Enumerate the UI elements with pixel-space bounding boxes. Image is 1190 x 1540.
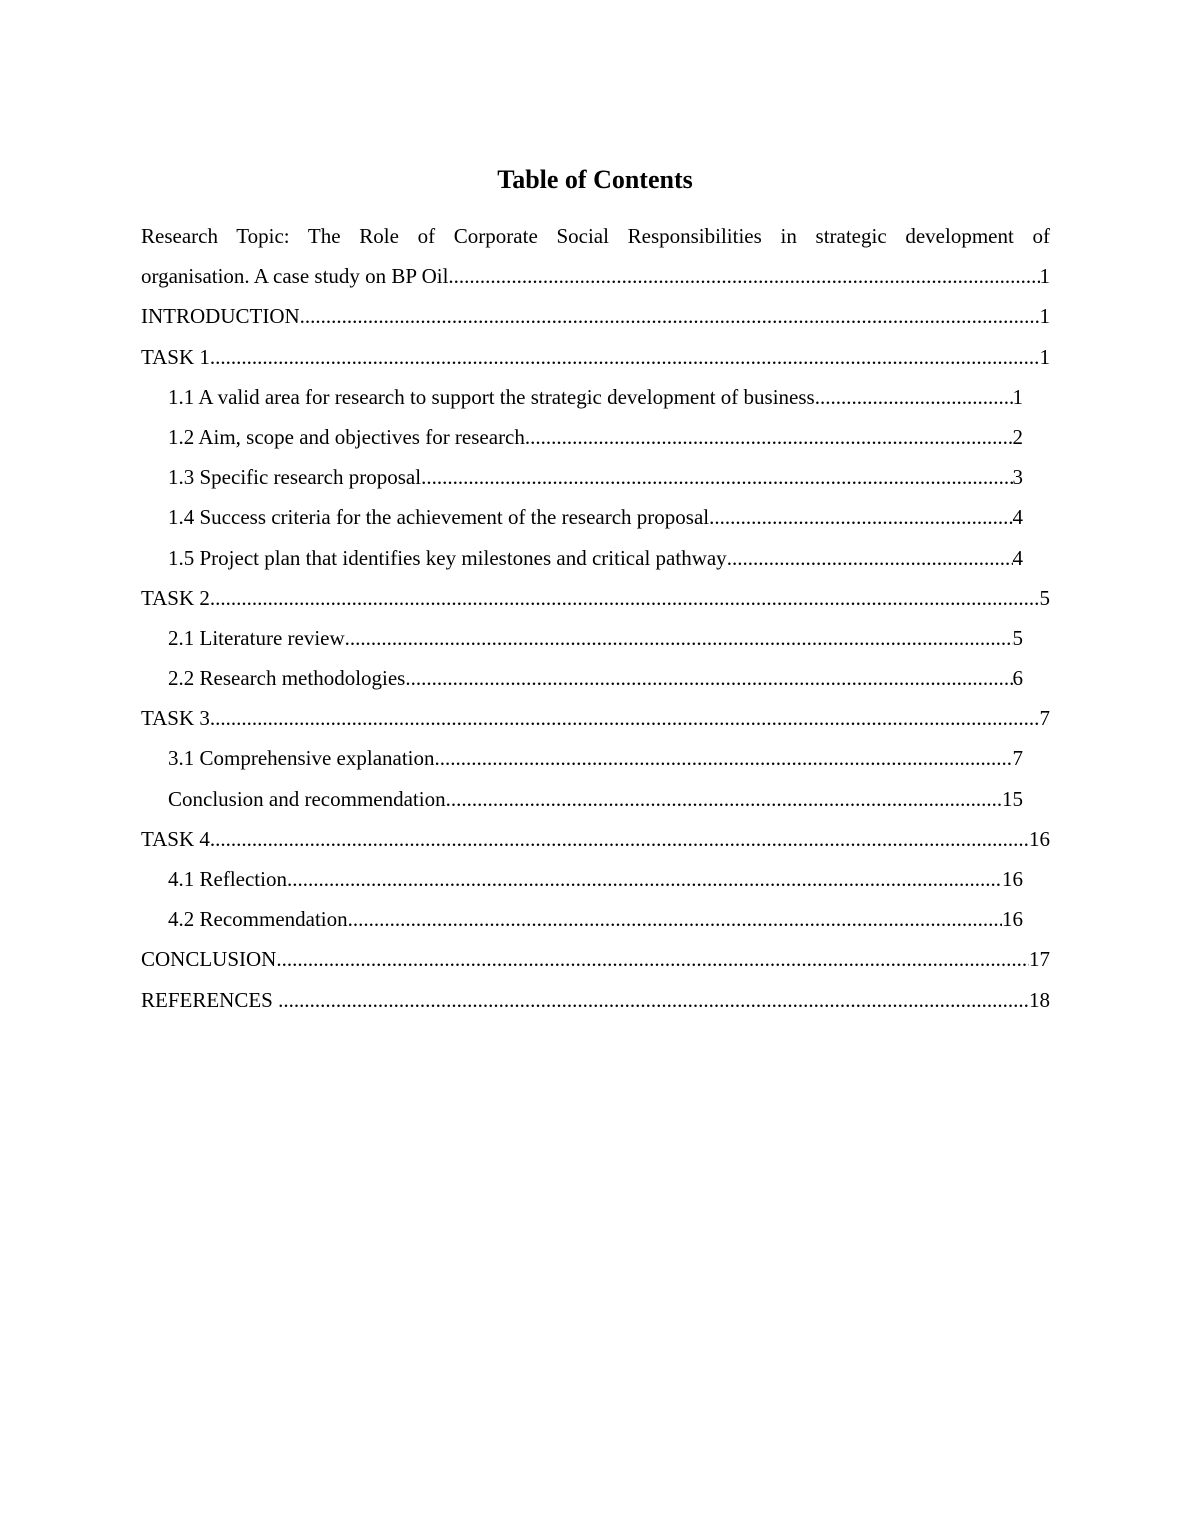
toc-entry-label: 4.1 Reflection [168,867,287,891]
toc-entry-3-1[interactable] [168,738,1023,778]
toc-entry-label: TASK 3 [141,706,210,731]
toc-entry-task-3[interactable] [141,698,1050,738]
toc-entry-2-2[interactable] [168,658,1023,698]
toc-entry-research-topic[interactable] [141,216,1050,296]
toc-entry-label: Conclusion and recommendation [168,786,446,811]
toc-entry-label: 1.4 Success criteria for the achievement of the research proposal [168,505,710,530]
toc-entry-conclusion-and-recommendation[interactable] [168,779,1023,819]
toc-page-number: 5 [1039,585,1050,610]
toc-page-number: 1 [1039,344,1050,369]
toc-page-number: 2 [1012,424,1023,449]
toc-leader-dots [446,779,1002,819]
toc-page-number: 17 [1029,947,1050,972]
toc-page-number: 6 [1012,666,1023,691]
toc-entry-task-1[interactable] [141,337,1050,377]
toc-entry-task-4[interactable] [141,819,1050,859]
toc-entry-references[interactable] [141,980,1050,1020]
toc-entry-1-2[interactable] [168,417,1023,457]
toc-entry-label: 2.2 Research methodologies [168,666,406,691]
toc-leader-dots [300,296,1040,336]
toc-leader-dots [405,658,1012,698]
toc-title: Table of Contents [497,165,693,194]
toc-leader-dots [276,939,1029,979]
toc-entry-label: 2.1 Literature review [168,625,345,650]
toc-leader-dots [348,899,1002,939]
toc-entry-2-1[interactable] [168,618,1023,658]
toc-leader-dots [210,578,1040,618]
toc-entry-label: 4.2 Recommendation [168,907,348,932]
toc-page-number: 1 [1012,384,1023,409]
toc-entry-label: REFERENCES [141,987,279,1012]
toc-page-number: 4 [1012,505,1023,530]
toc-leader-dots [210,819,1029,859]
toc-entry-label: CONCLUSION [141,947,277,972]
toc-leader-dots [421,457,1012,497]
toc-entry-introduction[interactable] [141,296,1050,336]
toc-leader-dots [287,859,1002,899]
toc-page-number: 1 [1039,264,1050,289]
toc-leader-dots [709,497,1012,537]
toc-page-number: 16 [1002,907,1023,932]
toc-entry-1-4[interactable] [168,497,1023,537]
toc-entry-1-3[interactable] [168,457,1023,497]
toc-leader-dots [278,980,1029,1020]
toc-entry-4-1[interactable] [168,859,1023,899]
toc-entry-conclusion[interactable] [141,939,1050,979]
toc-page-number: 16 [1029,826,1050,851]
toc-entry-label: TASK 4 [141,826,210,851]
toc-page-number: 5 [1012,625,1023,650]
toc-leader-dots [454,256,1040,296]
toc-entry-4-2[interactable] [168,899,1023,939]
toc-leader-dots [435,738,1013,778]
toc-page-number: 7 [1012,746,1023,771]
toc-leader-dots [815,377,1013,417]
toc-leader-dots [525,417,1013,457]
toc-entry-1-1[interactable] [168,377,1023,417]
toc-page-number: 3 [1012,465,1023,490]
toc-page-number: 4 [1012,545,1023,570]
toc-entry-label: TASK 1 [141,344,210,369]
toc-page-number: 18 [1029,987,1050,1012]
toc-entry-task-2[interactable] [141,578,1050,618]
toc-entry-label: TASK 2 [141,585,210,610]
toc-page-number: 1 [1039,304,1050,329]
table-of-contents [141,216,1050,1020]
toc-entry-label: 1.2 Aim, scope and objectives for research [168,424,525,449]
toc-entry-label-line1: Research Topic: The Role of Corporate Social Responsibilities in strategic development of [141,224,1050,248]
toc-page-number: 15 [1002,786,1023,811]
toc-entry-label: 1.3 Specific research proposal [168,465,422,490]
toc-entry-label-line2: organisation. A case study on BP Oil. [141,264,454,289]
toc-leader-dots [210,698,1040,738]
toc-entry-1-5[interactable] [168,538,1023,578]
toc-leader-dots [727,538,1013,578]
toc-leader-dots [210,337,1040,377]
toc-entry-label: 1.1 A valid area for research to support the strategic development of business [168,384,815,409]
toc-page-number: 16 [1002,867,1023,891]
toc-entry-label: 3.1 Comprehensive explanation [168,746,435,771]
toc-leader-dots [345,618,1013,658]
toc-entry-label: INTRODUCTION [141,304,300,329]
toc-entry-label: 1.5 Project plan that identifies key milestones and critical pathway [168,545,727,570]
toc-page-number: 7 [1039,706,1050,731]
